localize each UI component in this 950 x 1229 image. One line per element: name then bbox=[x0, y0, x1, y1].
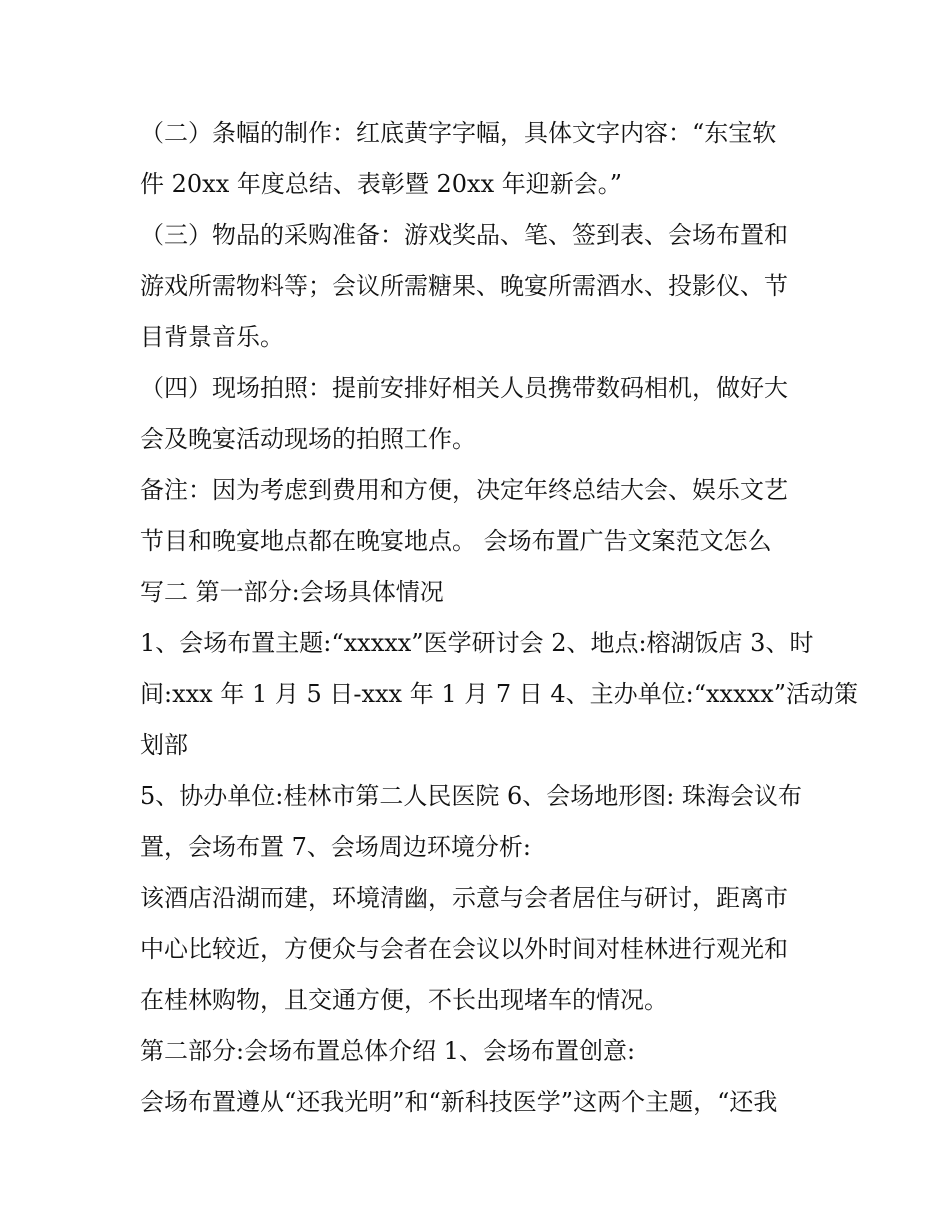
text-line: 会场布置遵从“还我光明”和“新科技医学”这两个主题，“还我 bbox=[140, 1088, 778, 1116]
text-line: 会及晚宴活动现场的拍照工作。 bbox=[140, 425, 476, 453]
text-line: 节目和晚宴地点都在晚宴地点。 会场布置广告文案范文怎么 bbox=[140, 527, 772, 555]
text-line: 划部 bbox=[140, 731, 188, 759]
text-line: 件 20xx 年度总结、表彰暨 20xx 年迎新会。” bbox=[140, 170, 623, 198]
text-line: 备注：因为考虑到费用和方便，决定年终总结大会、娱乐文艺 bbox=[140, 476, 788, 504]
text-line: 间:xxx 年 1 月 5 日-xxx 年 1 月 7 日 4、主办单位:“xxxxx”活动策 bbox=[140, 680, 858, 708]
text-line: （四）现场拍照：提前安排好相关人员携带数码相机，做好大 bbox=[140, 374, 788, 402]
text-line: 置，会场布置 7、会场周边环境分析: bbox=[140, 833, 531, 861]
text-line: 中心比较近，方便众与会者在会议以外时间对桂林进行观光和 bbox=[140, 935, 788, 963]
text-line: 目背景音乐。 bbox=[140, 323, 284, 351]
text-line: （三）物品的采购准备：游戏奖品、笔、签到表、会场布置和 bbox=[140, 221, 788, 249]
text-line: 1、会场布置主题:“xxxxx”医学研讨会 2、地点:榕湖饭店 3、时 bbox=[140, 629, 814, 657]
text-line: 游戏所需物料等；会议所需糖果、晚宴所需酒水、投影仪、节 bbox=[140, 272, 788, 300]
text-line: 在桂林购物，且交通方便，不长出现堵车的情况。 bbox=[140, 986, 668, 1014]
text-line: 第二部分:会场布置总体介绍 1、会场布置创意: bbox=[140, 1037, 636, 1065]
text-line: 该酒店沿湖而建，环境清幽，示意与会者居住与研讨，距离市 bbox=[140, 884, 788, 912]
text-line: 5、协办单位:桂林市第二人民医院 6、会场地形图: 珠海会议布 bbox=[140, 782, 802, 810]
text-line: （二）条幅的制作：红底黄字字幅，具体文字内容：“东宝软 bbox=[140, 119, 777, 147]
text-line: 写二 第一部分:会场具体情况 bbox=[140, 578, 444, 606]
document-body bbox=[140, 108, 858, 1128]
